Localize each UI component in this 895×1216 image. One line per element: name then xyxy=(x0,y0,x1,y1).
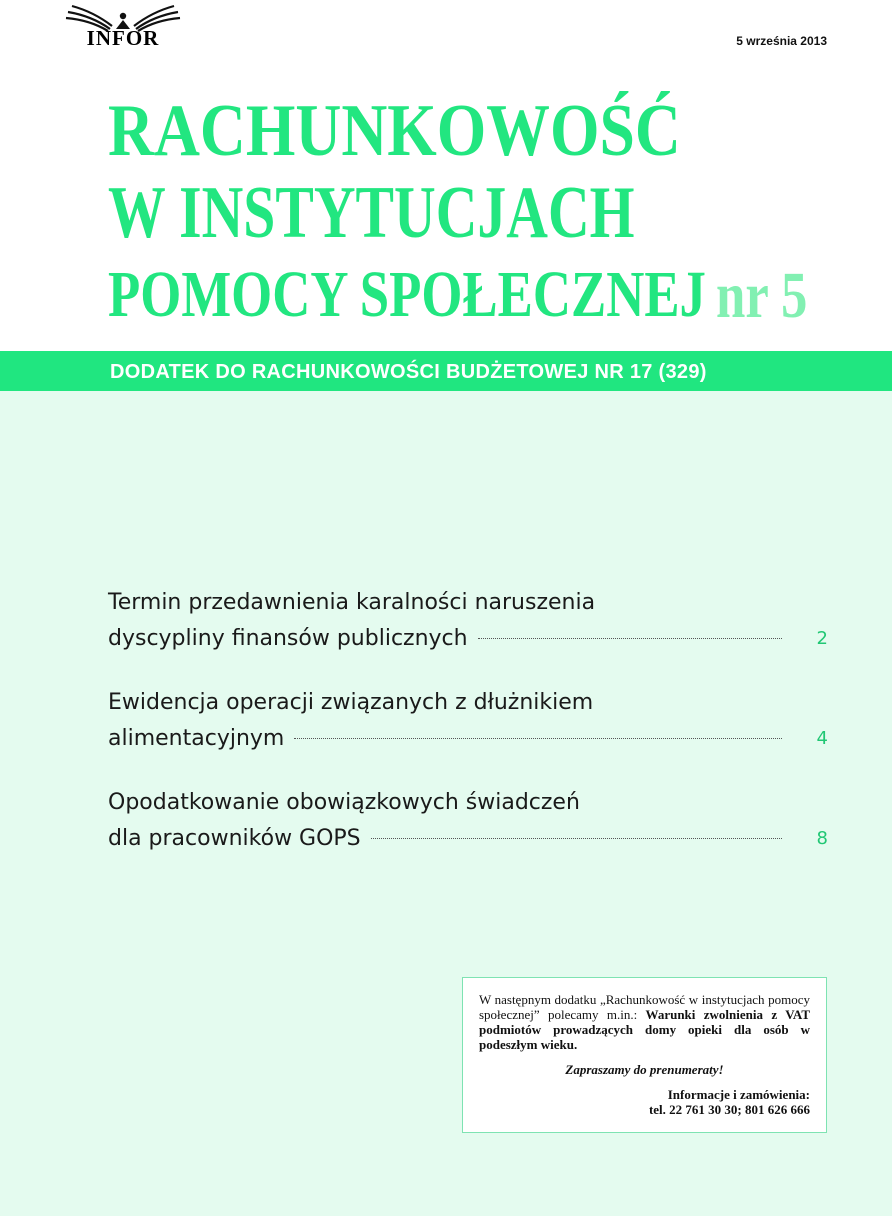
supplement-band-text: DODATEK DO RACHUNKOWOŚCI BUDŻETOWEJ NR 17 (329) xyxy=(110,361,707,383)
next-issue-highlight: Warunki zwolnienia z VAT podmiotów prowadzących domy opieki dla osób w podeszłym wieku. xyxy=(479,1007,810,1052)
infor-logo-text: INFOR xyxy=(86,26,160,50)
supplement-band xyxy=(0,351,892,391)
title-line-2: W INSTYTUCJACH xyxy=(108,172,635,254)
next-issue-intro-text: W następnym dodatku „Rachunkowość w instytucjach pomocy społecznej” polecamy m.in.: xyxy=(479,992,810,1022)
order-info-phone: tel. 22 761 30 30; 801 626 666 xyxy=(648,1102,810,1117)
toc-item[interactable] xyxy=(108,785,828,885)
toc-item[interactable] xyxy=(108,685,828,785)
toc-leader-dots xyxy=(294,738,782,739)
next-issue-box xyxy=(462,977,827,1133)
toc-item[interactable] xyxy=(108,585,828,685)
toc-item-page-number: 8 xyxy=(816,828,828,849)
toc-item-title-line-1: Termin przedawnienia karalności naruszenia xyxy=(108,590,596,615)
toc-item-page-number: 4 xyxy=(816,728,828,749)
toc-item-title-line-2: dyscypliny finansów publicznych xyxy=(108,626,468,651)
title-line-3: POMOCY SPOŁECZNEJ xyxy=(108,258,706,331)
toc-item-title-line-2: alimentacyjnym xyxy=(108,726,285,751)
toc-item-title-line-2: dla pracowników GOPS xyxy=(108,826,361,851)
subscription-invite: Zapraszamy do prenumeraty! xyxy=(565,1062,724,1077)
order-info-label: Informacje i zamówienia: xyxy=(667,1087,810,1102)
toc-item-title-line-1: Opodatkowanie obowiązkowych świadczeń xyxy=(108,790,580,815)
toc-leader-dots xyxy=(478,638,782,639)
toc-item-title-line-1: Ewidencja operacji związanych z dłużnikiem xyxy=(108,690,594,715)
table-of-contents xyxy=(108,585,828,885)
next-issue-intro xyxy=(479,992,810,1052)
issue-number: nr 5 xyxy=(716,259,808,332)
issue-date: 5 września 2013 xyxy=(736,34,827,48)
order-info xyxy=(479,1087,810,1117)
toc-item-page-number: 2 xyxy=(816,628,828,649)
toc-leader-dots xyxy=(371,838,782,839)
title-line-1: RACHUNKOWOŚĆ xyxy=(108,90,681,172)
